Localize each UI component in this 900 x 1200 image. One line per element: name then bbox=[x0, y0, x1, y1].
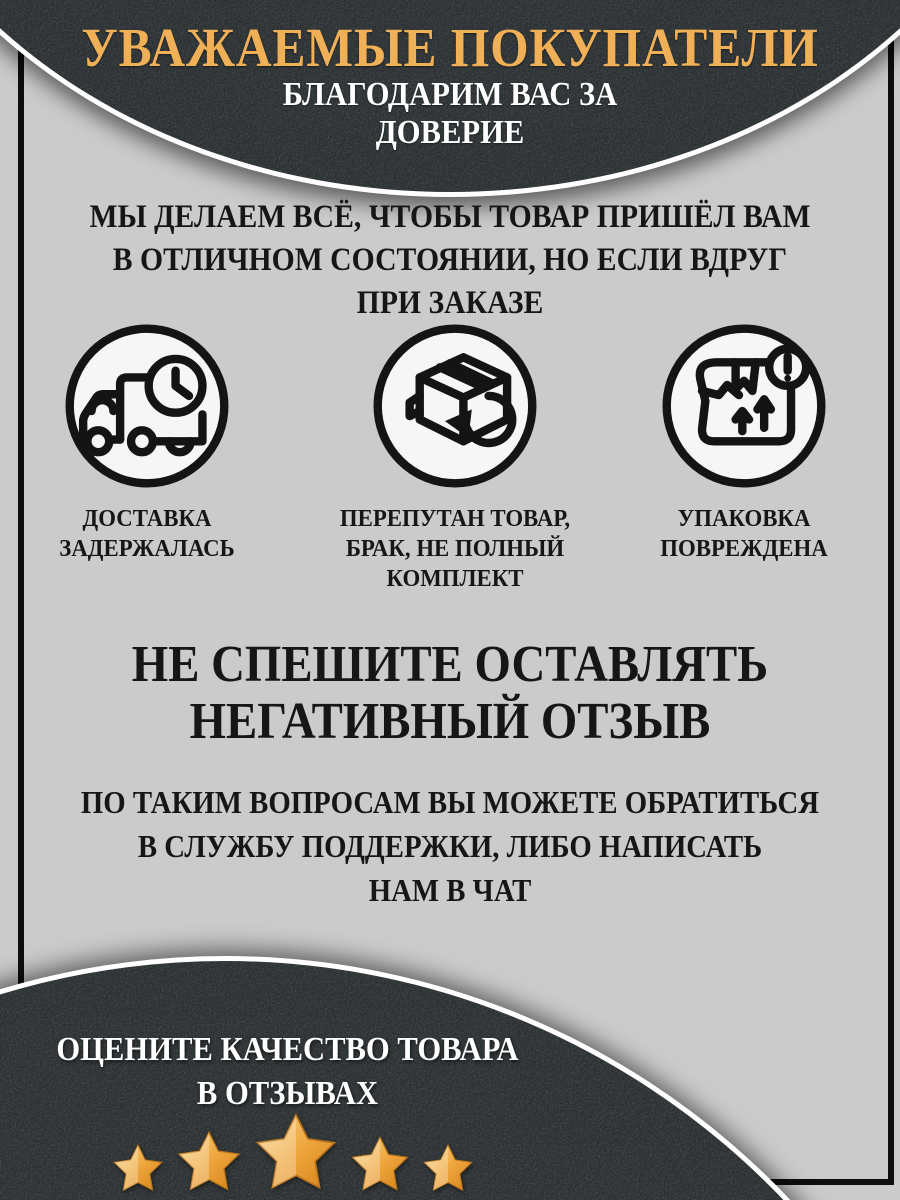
warning-heading bbox=[45, 636, 855, 750]
issue-label bbox=[602, 504, 887, 564]
footer-line: В ОТЗЫВАХ bbox=[196, 1075, 379, 1112]
issue-packaging-damaged bbox=[594, 322, 894, 564]
issue-label-line: КОМПЛЕКТ bbox=[386, 566, 524, 592]
support-text bbox=[45, 780, 855, 912]
damaged-package-icon bbox=[660, 322, 828, 490]
support-line: В СЛУЖБУ ПОДДЕРЖКИ, ЛИБО НАПИСАТЬ bbox=[137, 828, 763, 864]
issue-label-line: ДОСТАВКА bbox=[82, 506, 212, 532]
header-subtitle-line: БЛАГОДАРИМ ВАС ЗА bbox=[282, 76, 618, 113]
package-return-arrow-icon bbox=[371, 322, 539, 490]
star-icon bbox=[254, 1113, 338, 1194]
star-icon bbox=[350, 1136, 410, 1194]
header-subtitle-line: ДОВЕРИЕ bbox=[375, 114, 525, 151]
issue-wrong-item bbox=[305, 322, 605, 594]
issue-label-line: ПОВРЕЖДЕНА bbox=[660, 536, 828, 562]
warning-line: НЕГАТИВНЫЙ ОТЗЫВ bbox=[189, 693, 711, 750]
intro-line: МЫ ДЕЛАЕМ ВСЁ, ЧТОБЫ ТОВАР ПРИШЁЛ ВАМ bbox=[89, 199, 811, 235]
issue-label-line: УПАКОВКА bbox=[677, 506, 811, 532]
support-line: ПО ТАКИМ ВОПРОСАМ ВЫ МОЖЕТЕ ОБРАТИТЬСЯ bbox=[80, 784, 820, 820]
issue-label-line: БРАК, НЕ ПОЛНЫЙ bbox=[345, 536, 565, 562]
issue-label bbox=[313, 504, 598, 594]
delivery-truck-clock-icon bbox=[63, 322, 231, 490]
header-subtitle bbox=[45, 76, 855, 152]
intro-line: В ОТЛИЧНОМ СОСТОЯНИИ, НО ЕСЛИ ВДРУГ bbox=[112, 242, 788, 278]
star-icon bbox=[422, 1144, 474, 1194]
star-icon bbox=[112, 1144, 164, 1194]
header-title: УВАЖАЕМЫЕ ПОКУПАТЕЛИ bbox=[81, 17, 819, 78]
issue-label-line: ПЕРЕПУТАН ТОВАР, bbox=[339, 506, 571, 532]
star-icon bbox=[176, 1131, 242, 1194]
intro-text bbox=[45, 196, 855, 325]
issue-delivery-delayed bbox=[0, 322, 297, 564]
rating-stars bbox=[0, 1100, 586, 1194]
intro-line: ПРИ ЗАКАЗЕ bbox=[356, 285, 544, 321]
issue-label-line: ЗАДЕРЖАЛАСЬ bbox=[59, 536, 235, 562]
warning-line: НЕ СПЕШИТЕ ОСТАВЛЯТЬ bbox=[131, 636, 769, 693]
issue-label bbox=[5, 504, 290, 564]
support-line: НАМ В ЧАТ bbox=[368, 872, 532, 908]
footer-line: ОЦЕНИТЕ КАЧЕСТВО ТОВАРА bbox=[56, 1031, 519, 1068]
